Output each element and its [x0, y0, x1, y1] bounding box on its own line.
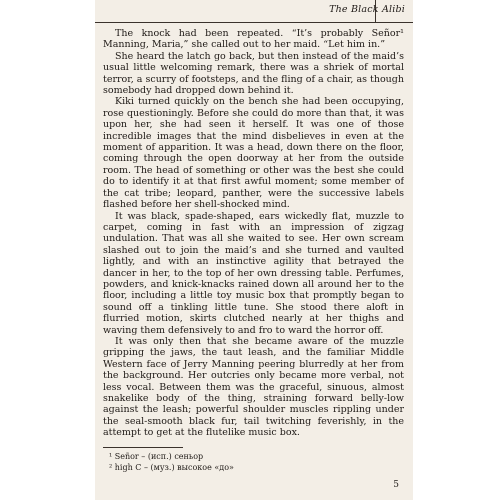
footnotes [109, 452, 399, 473]
footnote-rule [103, 447, 183, 448]
paragraph: It was black, spade-shaped, ears wickedly flat, muzzle to carpet, coming in fast with an impression of zigzag undulation. That was all she waited to see. Her own scream slashed out to join the maid’s and she turned and vaulted lightly, and with an instinctive agility that betrayed the dancer in her, to the top of her own dressing table. Perfumes, powders, and knick-knacks rained down all around her to the floor, including a little toy music box that promptly began to sound off a tinkling little tune. She stood there aloft in flurried motion, skirts clutched nearly at her thighs and waving them defensively to and fro to ward the horror off. [103, 210, 404, 336]
footnote: ¹ Señor – (исп.) сеньор [109, 452, 204, 461]
paragraph: The knock had been repeated. “It’s probably Señor¹ Manning, Maria,” she called out to her maid. “Let him in.” [103, 28, 404, 51]
footnote: ² high C – (муз.) высокое «до» [109, 462, 234, 472]
paragraph: Kiki turned quickly on the bench she had been occupying, rose questioningly. Before she could do more than that, it was upon her, she had seen it herself. It was one of those incredible images that the mind disbelieves in even at the moment of apparition. It was a head, down there on the floor, coming through the open doorway at her from the outside room. The head of something or other was the best she could do to identify it at that first awful moment; some member of the cat tribe; leopard, panther, were the successive labels flashed before her shell-shocked mind. [103, 96, 404, 211]
page-number: 5 [393, 480, 399, 490]
running-head: The Black Alibi [329, 4, 405, 15]
paragraph: She heard the latch go back, but then instead of the maid’s usual little welcoming remark, there was a shriek of mortal terror, a scurry of footsteps, and the fling of a chair, as though somebody had dropped down behind it. [103, 50, 404, 97]
header-rule [95, 22, 413, 23]
paragraph: It was only then that she became aware of the muzzle gripping the jaws, the taut leash, and the familiar Middle Western face of Jerry Manning peering blurredly at her from the background. Her outcries only became more verbal, not less vocal. Between them was the graceful, sinuous, almost snakelike body of the thing, straining forward belly-low against the leash; powerful shoulder muscles rippling under the seal-smooth black fur, tail twitching feverishly, in the attempt to get at the flutelike music box. [103, 335, 404, 438]
book-page [95, 0, 413, 500]
body-text [103, 28, 404, 438]
